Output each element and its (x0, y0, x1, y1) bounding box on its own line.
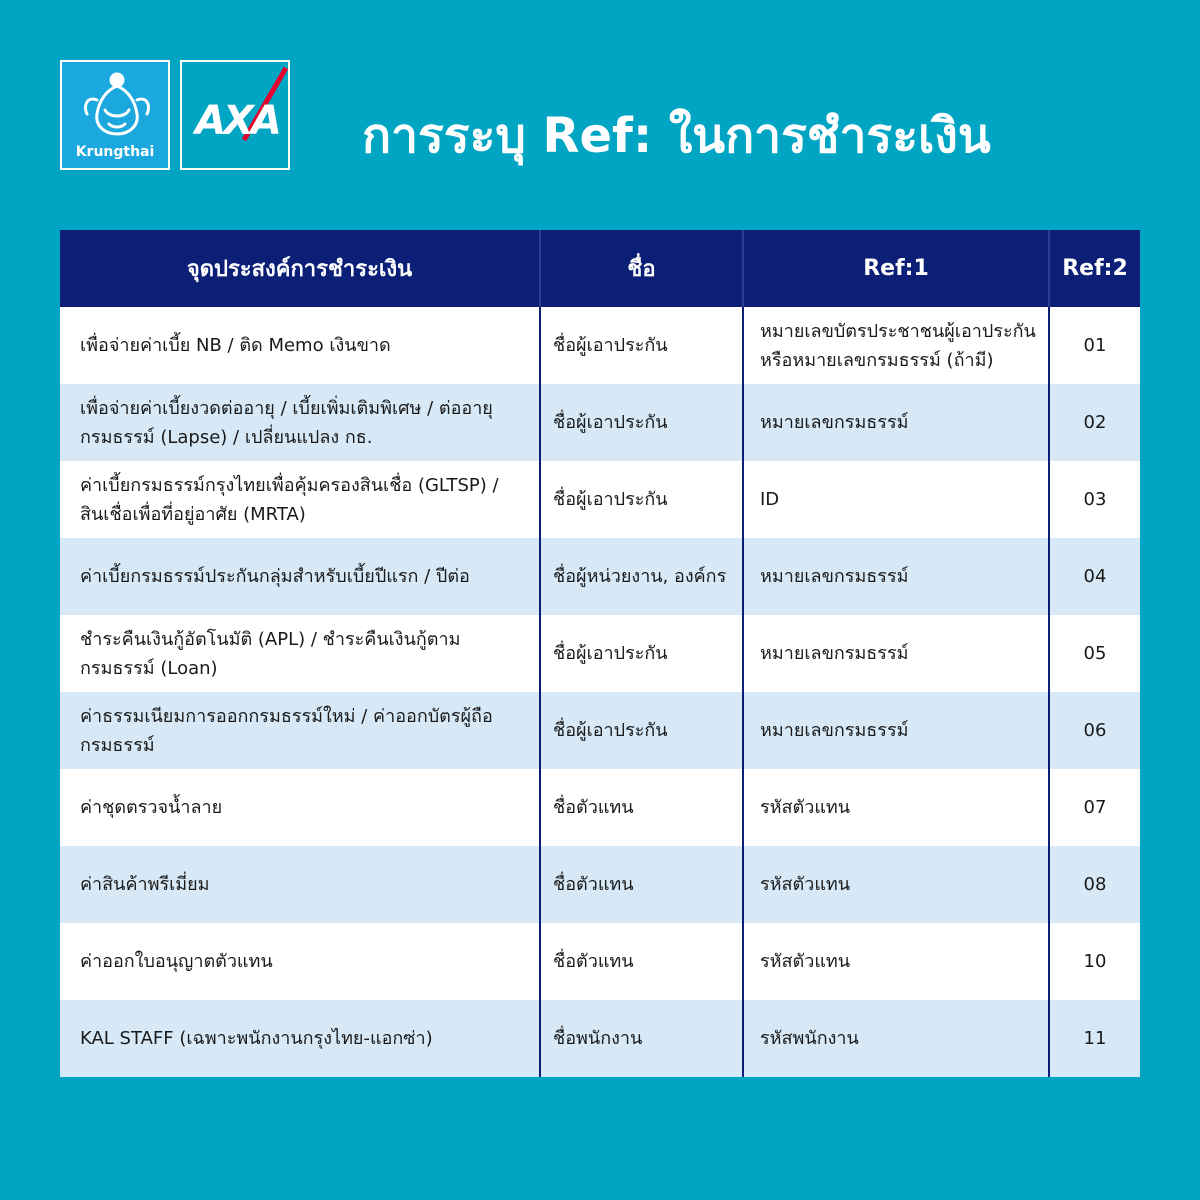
cell-ref2: 10 (1049, 923, 1140, 1000)
table-row (60, 846, 1140, 923)
cell-name: ชื่อผู้เอาประกัน (540, 384, 743, 461)
cell-purpose: เพื่อจ่ายค่าเบี้ย NB / ติด Memo เงินขาด (60, 307, 540, 384)
cell-ref1: รหัสตัวแทน (743, 923, 1049, 1000)
page-title: การระบุ Ref: ในการชำระเงิน (362, 108, 991, 164)
cell-ref2: 05 (1049, 615, 1140, 692)
header-ref2: Ref:2 (1049, 230, 1140, 307)
header-name: ชื่อ (540, 230, 743, 307)
cell-ref2: 08 (1049, 846, 1140, 923)
cell-ref1: รหัสพนักงาน (743, 1000, 1049, 1077)
krungthai-bird-icon (79, 70, 155, 140)
cell-ref2: 04 (1049, 538, 1140, 615)
cell-ref1: หมายเลขบัตรประชาชนผู้เอาประกัน หรือหมายเลขกรมธรรม์ (ถ้ามี) (743, 307, 1049, 384)
cell-purpose: ค่าสินค้าพรีเมี่ยม (60, 846, 540, 923)
table-row (60, 1000, 1140, 1077)
cell-ref2: 03 (1049, 461, 1140, 538)
cell-ref1: หมายเลขกรมธรรม์ (743, 384, 1049, 461)
cell-ref2: 02 (1049, 384, 1140, 461)
cell-ref1: หมายเลขกรมธรรม์ (743, 538, 1049, 615)
header-ref1: Ref:1 (743, 230, 1049, 307)
cell-ref1: รหัสตัวแทน (743, 769, 1049, 846)
cell-ref1: รหัสตัวแทน (743, 846, 1049, 923)
krungthai-logo (60, 60, 170, 170)
table-row (60, 538, 1140, 615)
cell-ref2: 07 (1049, 769, 1140, 846)
cell-purpose: ค่าเบี้ยกรมธรรม์ประกันกลุ่มสำหรับเบี้ยปีแรก / ปีต่อ (60, 538, 540, 615)
cell-name: ชื่อตัวแทน (540, 923, 743, 1000)
cell-ref1: หมายเลขกรมธรรม์ (743, 692, 1049, 769)
krungthai-brand-text: Krungthai (75, 144, 155, 160)
table-row (60, 923, 1140, 1000)
cell-name: ชื่อพนักงาน (540, 1000, 743, 1077)
header-purpose: จุดประสงค์การชำระเงิน (60, 230, 540, 307)
cell-name: ชื่อผู้เอาประกัน (540, 461, 743, 538)
cell-purpose: ชำระคืนเงินกู้อัตโนมัติ (APL) / ชำระคืนเงินกู้ตามกรมธรรม์ (Loan) (60, 615, 540, 692)
cell-name: ชื่อผู้หน่วยงาน, องค์กร (540, 538, 743, 615)
table-row (60, 769, 1140, 846)
cell-name: ชื่อผู้เอาประกัน (540, 692, 743, 769)
cell-ref2: 01 (1049, 307, 1140, 384)
axa-logo (180, 60, 290, 170)
cell-name: ชื่อตัวแทน (540, 769, 743, 846)
table-row (60, 307, 1140, 384)
table-row (60, 615, 1140, 692)
cell-name: ชื่อผู้เอาประกัน (540, 615, 743, 692)
cell-ref1: หมายเลขกรมธรรม์ (743, 615, 1049, 692)
cell-purpose: ค่าเบี้ยกรมธรรม์กรุงไทยเพื่อคุ้มครองสินเชื่อ (GLTSP) / สินเชื่อเพื่อที่อยู่อาศัย (MRTA) (60, 461, 540, 538)
cell-purpose: ค่าออกใบอนุญาตตัวแทน (60, 923, 540, 1000)
table-header-row (60, 230, 1140, 307)
cell-purpose: ค่าชุดตรวจน้ำลาย (60, 769, 540, 846)
cell-purpose: ค่าธรรมเนียมการออกกรมธรรม์ใหม่ / ค่าออกบัตรผู้ถือกรมธรรม์ (60, 692, 540, 769)
cell-purpose: KAL STAFF (เฉพาะพนักงานกรุงไทย-แอกซ่า) (60, 1000, 540, 1077)
cell-ref2: 06 (1049, 692, 1140, 769)
axa-brand-text: AXA (195, 98, 279, 144)
cell-ref2: 11 (1049, 1000, 1140, 1077)
cell-name: ชื่อตัวแทน (540, 846, 743, 923)
cell-purpose: เพื่อจ่ายค่าเบี้ยงวดต่ออายุ / เบี้ยเพิ่มเติมพิเศษ / ต่ออายุกรมธรรม์ (Lapse) / เปลี่ยนแปลง กธ. (60, 384, 540, 461)
table-row (60, 692, 1140, 769)
table-row (60, 461, 1140, 538)
payment-ref-table (60, 230, 1140, 1077)
cell-name: ชื่อผู้เอาประกัน (540, 307, 743, 384)
table-row (60, 384, 1140, 461)
cell-ref1: ID (743, 461, 1049, 538)
